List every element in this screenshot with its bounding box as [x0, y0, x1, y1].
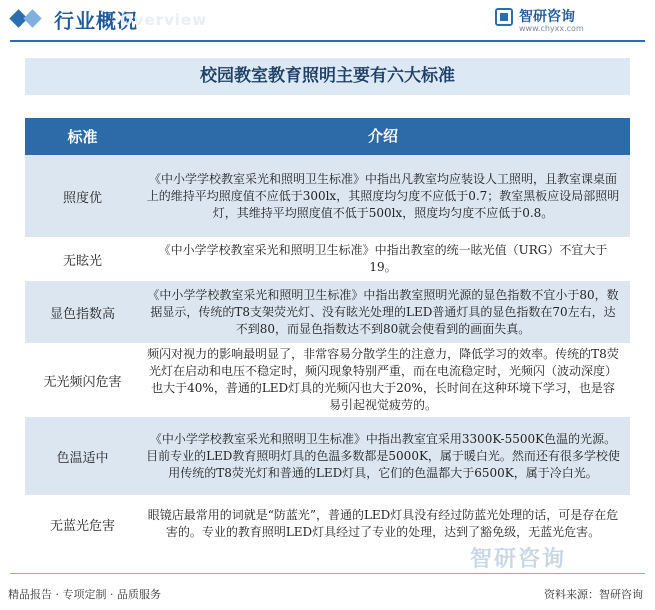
watermark: 智研咨询: [470, 547, 567, 572]
header-divider: [10, 40, 645, 42]
row-intro: 《中小学学校教室采光和照明卫生标准》中指出教室宜采用3300K-5500K色温的光源。目前专业的LED教育照明灯具的色温多数都是5000K，属于暖白光。然而还有很多学校使用传统的T8荧光灯和普通的LED灯具，它们的色温都大于6500K，属于冷白光。: [146, 431, 620, 480]
row-standard: 无蓝光危害: [49, 518, 115, 534]
main-title-band: [25, 58, 630, 95]
page-header: [0, 0, 655, 40]
main-title: 校园教室教育照明主要有六大标准: [200, 66, 455, 86]
standards-table: [25, 118, 630, 553]
table-row: [25, 237, 630, 281]
table-row: [25, 343, 630, 417]
header-standard: 标准: [67, 128, 98, 146]
logo-url: www.chyxx.com: [519, 24, 584, 33]
table-row: [25, 155, 630, 237]
footer-source: 资料来源：智研咨询: [544, 588, 643, 601]
row-intro: 眼镜店最常用的词就是“防蓝光”，普通的LED灯具没有经过防蓝光处理的话，可是存在危害的。专业的教育照明LED灯具经过了专业的处理，达到了豁免级，无蓝光危害。: [147, 508, 619, 539]
row-intro: 《中小学学校教室采光和照明卫生标准》中指出教室的统一眩光值（URG）不宜大于19。: [158, 243, 608, 274]
footer-divider: [10, 573, 645, 574]
row-standard: 照度优: [62, 190, 102, 206]
row-standard: 显色指数高: [49, 306, 115, 322]
table-row: [25, 417, 630, 495]
row-standard: 无眩光: [62, 253, 102, 269]
brand-logo: [495, 6, 645, 36]
section-subtitle: Overview: [120, 11, 208, 29]
row-intro: 《中小学学校教室采光和照明卫生标准》中指出教室照明光源的显色指数不宜小于80，数据显示，传统的T8支架荧光灯、没有眩光处理的LED普通灯具的显色指数在70左右，达不到80，而显色指数达不到80就会使看到的画面失真。: [147, 287, 619, 336]
row-standard: 色温适中: [56, 450, 109, 466]
section-title: 行业概况: [54, 9, 138, 33]
logo-name: 智研咨询: [519, 9, 575, 25]
row-intro: 《中小学学校教室采光和照明卫生标准》中指出凡教室均应装设人工照明，且教室课桌面上的维持平均照度值不应低于300lx，其照度均匀度不应低于0.7；教室黑板应设局部照明灯，其维持平均照度值不低于500lx，照度均匀度不应低于0.8。: [146, 171, 620, 220]
diamond-icon: [12, 9, 48, 31]
row-standard: 无光频闪危害: [43, 374, 122, 390]
table-header-row: [25, 118, 630, 155]
header-intro: 介绍: [367, 127, 398, 145]
logo-icon: [495, 8, 513, 26]
footer-slogan: 精品报告 · 专项定制 · 品质服务: [8, 588, 161, 601]
row-intro: 频闪对视力的影响最明显了，非常容易分散学生的注意力，降低学习的效率。传统的T8荧光灯在启动和电压不稳定时，频闪现象特别严重，而在电流稳定时，光频闪（波动深度）也大于40%，普通的LED灯具的光频闪也大于20%，长时间在这种环境下学习，也是容易引起视觉疲劳的。: [147, 347, 619, 412]
table-row: [25, 281, 630, 343]
